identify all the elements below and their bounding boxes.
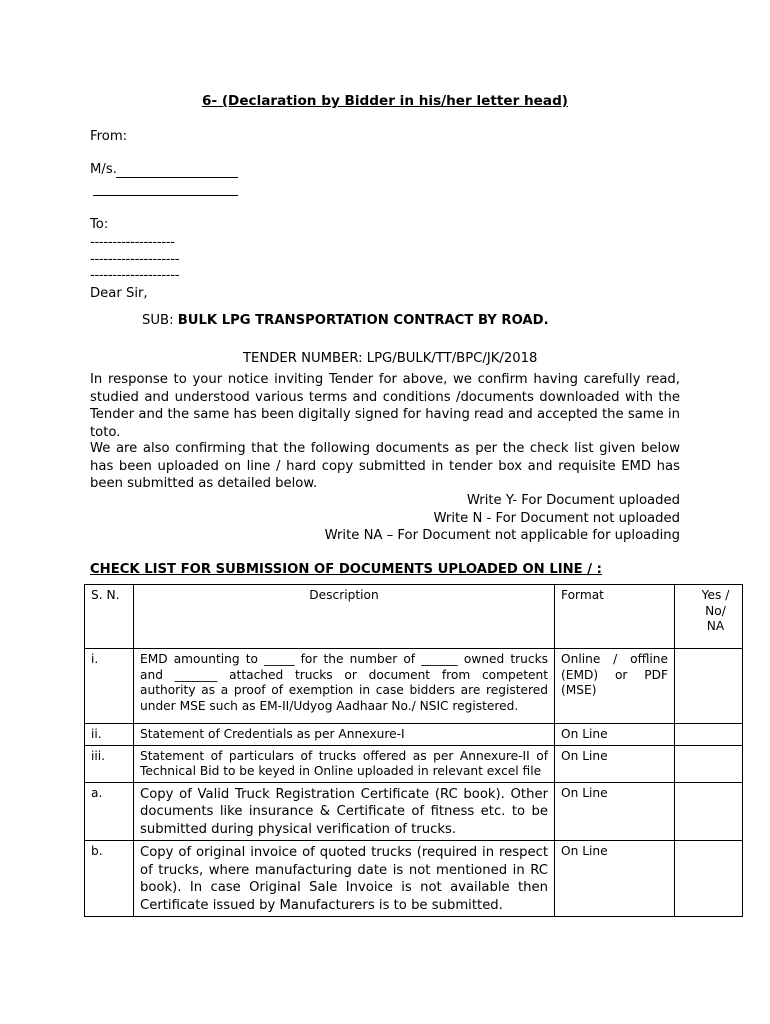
- table-row: [85, 649, 743, 724]
- row-sn: b.: [85, 841, 134, 917]
- format-online: Online: [561, 652, 601, 666]
- ms-label: M/s.: [90, 162, 117, 177]
- row-sn: iii.: [85, 745, 134, 782]
- table-row: [85, 841, 743, 917]
- row-yes-no: [675, 782, 743, 841]
- row-format: On Line: [555, 782, 675, 841]
- row-yes-no: [675, 841, 743, 917]
- row-description: EMD amounting to _____ for the number of ______ owned trucks and _______ attached trucks or document from competent authority as a proof of exemption in case bidders are registered under MSE such as EM-II/Udyog Aadhaar No./ NSIC registered.: [134, 649, 555, 724]
- table-header-row: [85, 585, 743, 649]
- header-format: Format: [555, 585, 675, 649]
- format-slash: /: [613, 652, 618, 666]
- table-row: [85, 782, 743, 841]
- paragraph-response: In response to your notice inviting Tender for above, we confirm having carefully read, studied and understood various terms and conditions /documents downloaded with the Tender and the same has been digitally signed for having read and accepted the same in toto.: [90, 372, 680, 440]
- row-description: Statement of particulars of trucks offered as per Annexure-II of Technical Bid to be keyed in Online uploaded in relevant excel file: [134, 745, 555, 782]
- row-sn: ii.: [85, 724, 134, 746]
- header-yes-no: [675, 585, 743, 649]
- row-yes-no: [675, 649, 743, 724]
- header-no: No/: [705, 603, 726, 618]
- document-title: 6- (Declaration by Bidder in his/her letter head): [201, 93, 569, 109]
- format-pdf: PDF: [644, 667, 668, 682]
- from-label: From:: [90, 129, 128, 144]
- row-sn: i.: [85, 649, 134, 724]
- row-sn: a.: [85, 782, 134, 841]
- header-description: Description: [134, 585, 555, 649]
- tender-number: TENDER NUMBER: LPG/BULK/TT/BPC/JK/2018: [243, 351, 538, 366]
- row-description: Copy of original invoice of quoted trucks (required in respect of trucks, where manufacturing date is not mentioned in RC book). In case Original Sale Invoice is not available then Certificate issued by Manufacturers is to be submitted.: [134, 841, 555, 917]
- salutation: Dear Sir,: [90, 286, 148, 301]
- format-mse: (MSE): [561, 683, 597, 697]
- table-row: [85, 745, 743, 782]
- ms-name-line: [116, 177, 238, 178]
- row-format: On Line: [555, 841, 675, 917]
- header-sn: S. N.: [85, 585, 134, 649]
- row-description: Statement of Credentials as per Annexure-I: [134, 724, 555, 746]
- ms-address-line: [93, 195, 238, 196]
- row-format: [555, 649, 675, 724]
- row-format: On Line: [555, 745, 675, 782]
- to-line-3: --------------------: [90, 268, 180, 283]
- row-format: On Line: [555, 724, 675, 746]
- subject-line: [142, 313, 549, 328]
- header-na: NA: [706, 619, 725, 633]
- checklist-table: [84, 584, 743, 917]
- legend-y: Write Y- For Document uploaded: [466, 493, 680, 508]
- subject-prefix: SUB:: [142, 313, 178, 328]
- to-line-2: --------------------: [90, 252, 180, 267]
- header-yes: Yes /: [701, 588, 730, 602]
- format-or: or: [614, 667, 628, 682]
- row-yes-no: [675, 724, 743, 746]
- to-label: To:: [90, 217, 109, 232]
- legend-na: Write NA – For Document not applicable for uploading: [324, 528, 680, 543]
- legend-n: Write N - For Document not uploaded: [433, 511, 680, 526]
- format-line-1: [561, 652, 668, 668]
- to-line-1: -------------------: [90, 235, 175, 250]
- checklist-heading: CHECK LIST FOR SUBMISSION OF DOCUMENTS UPLOADED ON LINE / :: [90, 562, 602, 577]
- table-row: [85, 724, 743, 746]
- paragraph-confirmation: We are also confirming that the following documents as per the check list given below has been uploaded on line / hard copy submitted in tender box and requisite EMD has been submitted as detailed below.: [90, 441, 680, 491]
- row-yes-no: [675, 745, 743, 782]
- subject-text: BULK LPG TRANSPORTATION CONTRACT BY ROAD.: [177, 313, 549, 328]
- row-description: Copy of Valid Truck Registration Certificate (RC book). Other documents like insurance & Certificate of fitness etc. to be submitted during physical verification of trucks.: [134, 782, 555, 841]
- format-line-2: [561, 668, 668, 684]
- format-offline: offline: [630, 652, 668, 666]
- format-emd: (EMD): [561, 667, 599, 682]
